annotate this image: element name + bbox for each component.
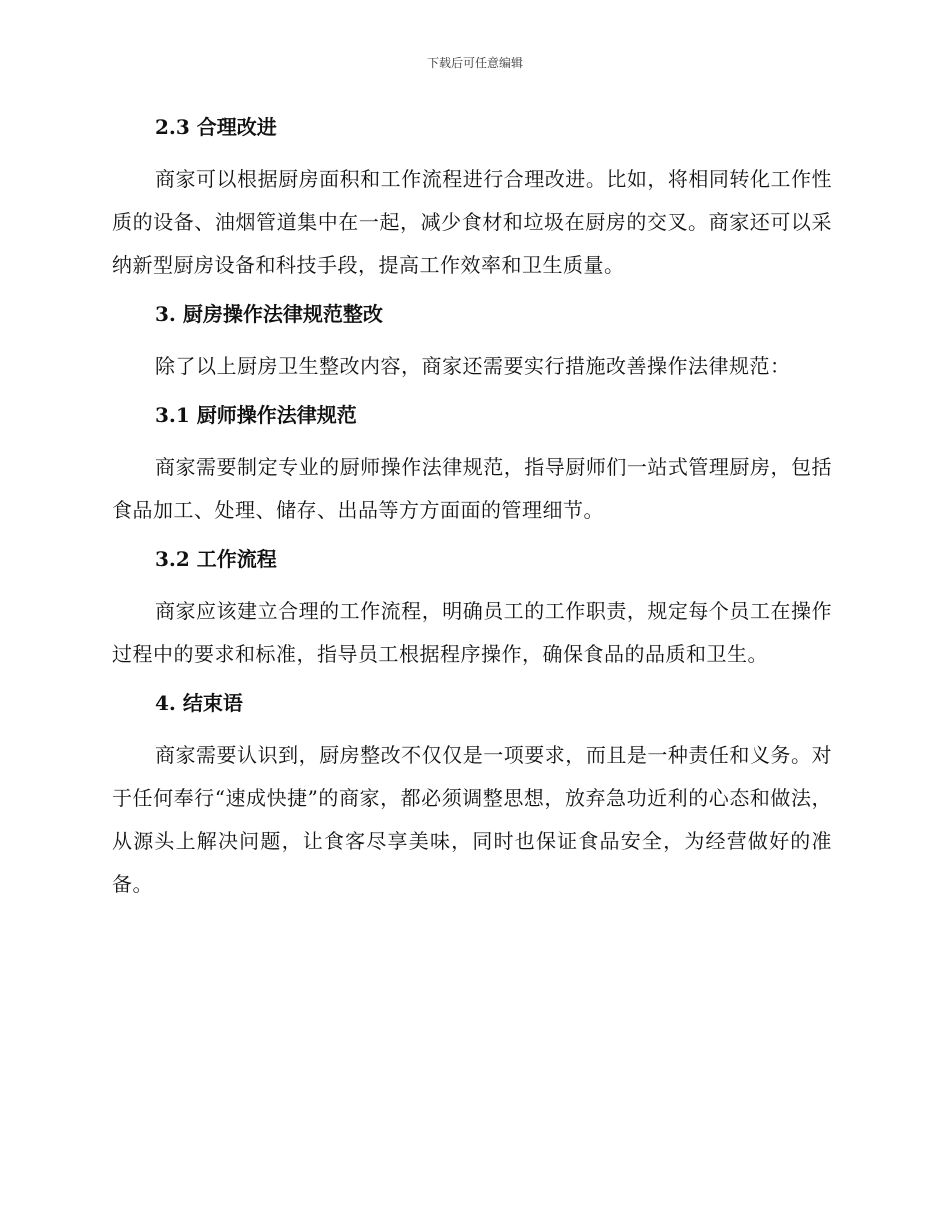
section-paragraph-4: 商家需要认识到，厨房整改不仅仅是一项要求，而且是一种责任和义务。对于任何奉行“速成快捷”的商家，都必须调整思想，放弃急功近利的心态和做法，从源头上解决问题，让食客尽享美味，同时也保证食品安全，为经营做好的准备。 <box>112 743 832 896</box>
section-heading-4: 4. 结束语 <box>155 691 243 715</box>
document-body <box>112 108 832 906</box>
section-paragraph-3-2: 商家应该建立合理的工作流程，明确员工的工作职责，规定每个员工在操作过程中的要求和标准，指导员工根据程序操作，确保食品的品质和卫生。 <box>112 599 832 666</box>
section-heading-3-2: 3.2 工作流程 <box>155 547 277 571</box>
section-heading-3: 3. 厨房操作法律规范整改 <box>155 302 383 326</box>
section-paragraph-2-3: 商家可以根据厨房面积和工作流程进行合理改进。比如，将相同转化工作性质的设备、油烟管道集中在一起，减少食材和垃圾在厨房的交叉。商家还可以采纳新型厨房设备和科技手段，提高工作效率和卫生质量。 <box>112 167 832 277</box>
section-heading-3-1: 3.1 厨师操作法律规范 <box>155 403 357 427</box>
section-heading-2-3: 2.3 合理改进 <box>155 115 277 139</box>
page-header: 下载后可任意编辑 <box>426 56 523 70</box>
section-paragraph-3: 除了以上厨房卫生整改内容，商家还需要实行措施改善操作法律规范： <box>155 354 791 378</box>
section-paragraph-3-1: 商家需要制定专业的厨师操作法律规范，指导厨师们一站式管理厨房，包括食品加工、处理、储存、出品等方方面面的管理细节。 <box>112 455 832 522</box>
